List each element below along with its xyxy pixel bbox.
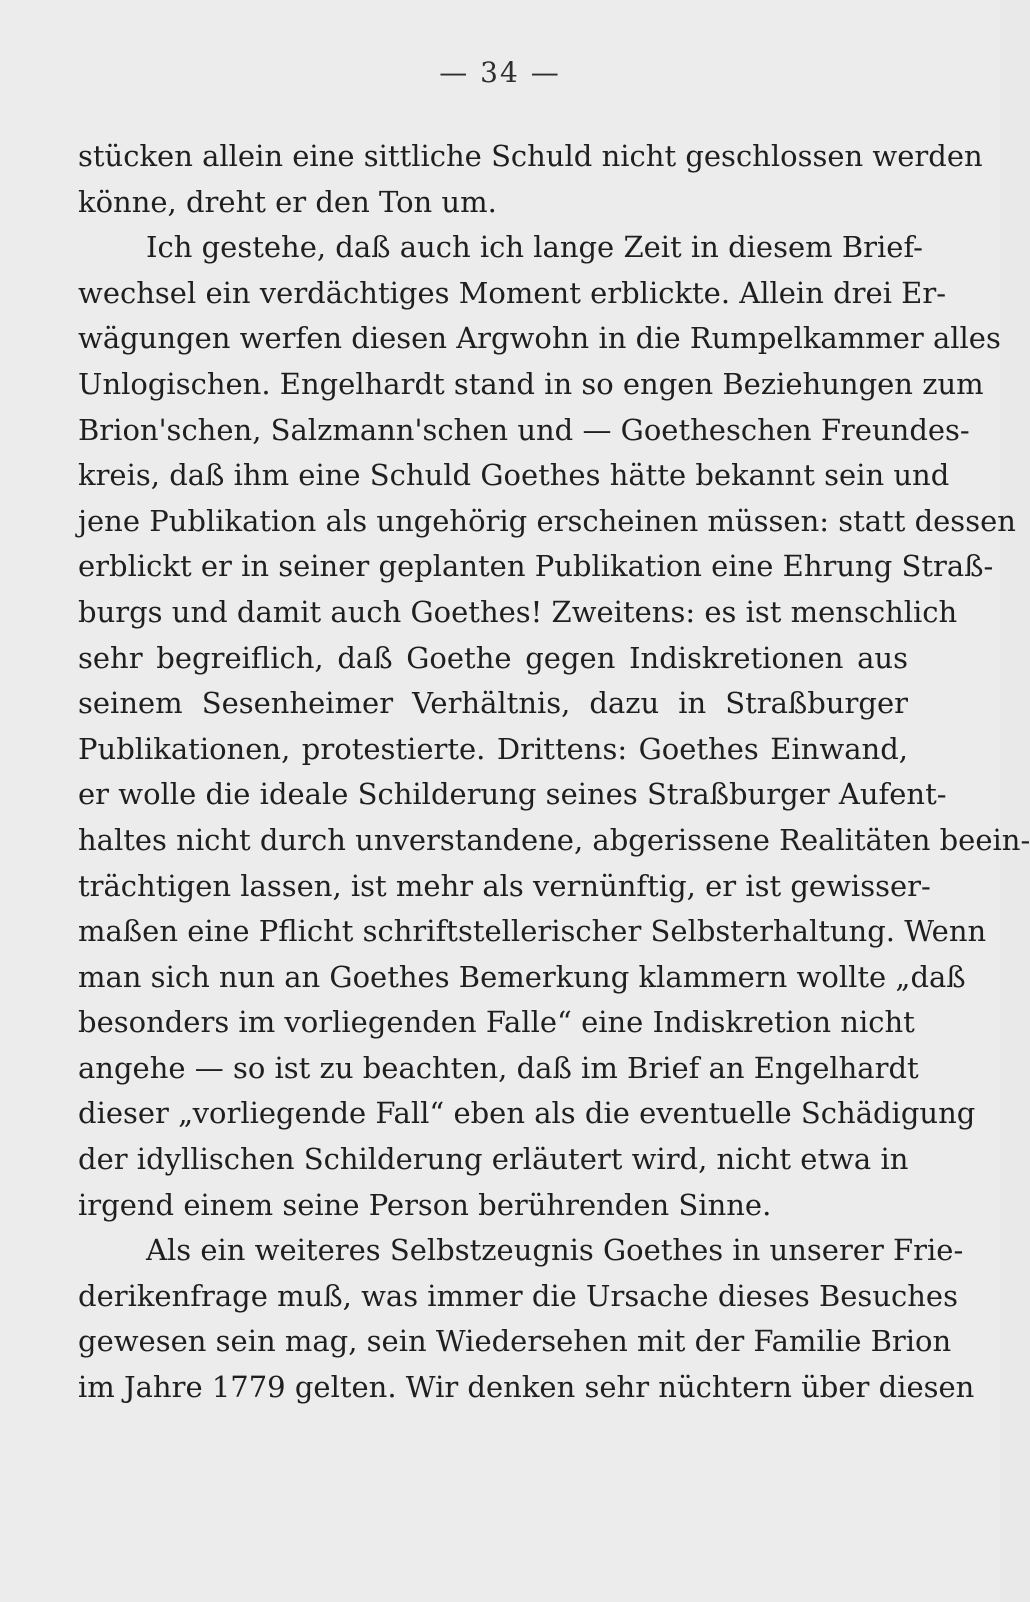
- text-line: seinem Sesenheimer Verhältnis, dazu in Straßburger: [78, 686, 908, 721]
- text-line: wechsel ein verdächtiges Moment erblickte. Allein drei Er-: [78, 275, 947, 310]
- text-line: trächtigen lassen, ist mehr als vernünftig, er ist gewisser-: [78, 868, 931, 903]
- text-line: er wolle die ideale Schilderung seines Straßburger Aufent-: [78, 777, 947, 812]
- text-line: besonders im vorliegenden Falle“ eine Indiskretion nicht: [78, 1005, 915, 1040]
- text-line: könne, dreht er den Ton um.: [78, 184, 497, 219]
- text-line: Unlogischen. Engelhardt stand in so engen Beziehungen zum: [78, 366, 984, 401]
- text-line: derikenfrage muß, was immer die Ursache dieses Besuches: [78, 1278, 958, 1313]
- text-line: burgs und damit auch Goethes! Zweitens: es ist menschlich: [78, 594, 958, 629]
- text-line: angehe — so ist zu beachten, daß im Brief an Engelhardt: [78, 1050, 919, 1085]
- text-line: haltes nicht durch unverstandene, abgerissene Realitäten beein-: [78, 822, 1030, 857]
- text-line: gewesen sein mag, sein Wiedersehen mit der Familie Brion: [78, 1324, 952, 1359]
- text-line: kreis, daß ihm eine Schuld Goethes hätte bekannt sein und: [78, 458, 950, 493]
- text-line: wägungen werfen diesen Argwohn in die Rumpelkammer alles: [78, 321, 1001, 356]
- text-line: erblickt er in seiner geplanten Publikation eine Ehrung Straß-: [78, 549, 994, 584]
- text-line: jene Publikation als ungehörig erscheinen müssen: statt dessen: [78, 503, 1016, 538]
- text-line: sehr begreiflich, daß Goethe gegen Indiskretionen aus: [78, 640, 908, 675]
- text-line: dieser „vorliegende Fall“ eben als die eventuelle Schädigung: [78, 1096, 976, 1131]
- text-line: stücken allein eine sittliche Schuld nicht geschlossen werden: [78, 139, 983, 173]
- text-line: Publikationen, protestierte. Drittens: Goethes Einwand,: [78, 731, 908, 766]
- page-number: — 34 —: [439, 56, 561, 89]
- text-line: Ich gestehe, daß auch ich lange Zeit in diesem Brief-: [146, 230, 923, 265]
- text-line: Als ein weiteres Selbstzeugnis Goethes in unserer Frie-: [146, 1233, 964, 1268]
- text-line: maßen eine Pflicht schriftstellerischer Selbsterhaltung. Wenn: [78, 914, 987, 949]
- text-line: Brion'schen, Salzmann'schen und — Goetheschen Freundes-: [78, 412, 970, 447]
- text-line: der idyllischen Schilderung erläutert wird, nicht etwa in: [78, 1142, 909, 1177]
- text-line: im Jahre 1779 gelten. Wir denken sehr nüchtern über diesen: [78, 1370, 975, 1405]
- body-text: [78, 134, 1030, 1411]
- text-line: man sich nun an Goethes Bemerkung klammern wollte „daß: [78, 959, 966, 994]
- text-line: irgend einem seine Person berührenden Sinne.: [78, 1187, 772, 1222]
